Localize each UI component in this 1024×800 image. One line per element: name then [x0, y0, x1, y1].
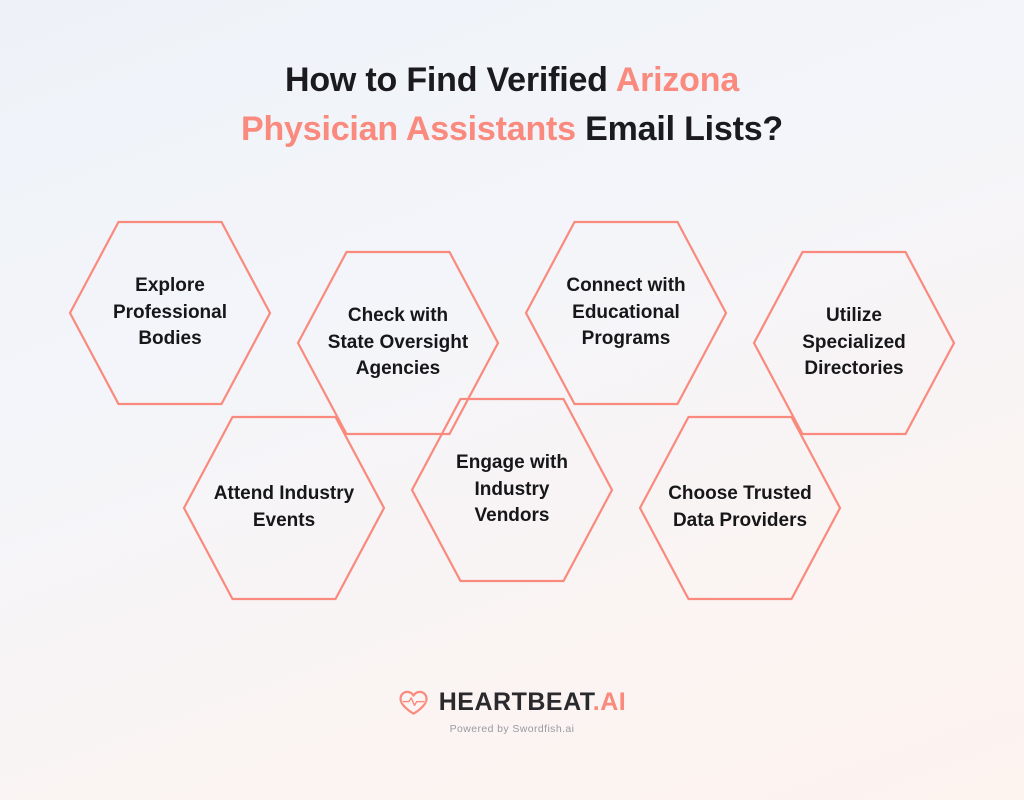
brand-lockup [398, 688, 627, 717]
title-line1-highlight: Arizona [615, 61, 740, 99]
page-title [0, 56, 1024, 155]
hex-label: Connect with Educational Programs [566, 274, 686, 350]
brand-footer [0, 688, 1024, 735]
hex-cell[interactable] [409, 395, 615, 585]
hex-label: Choose Trusted Data Providers [668, 483, 812, 531]
hex-row-bottom [0, 395, 1024, 603]
hex-label: Engage with Industry Vendors [456, 451, 568, 527]
brand-name-main: HEARTBEAT [438, 688, 593, 716]
hex-cell[interactable] [637, 413, 843, 603]
hex-cell[interactable] [523, 218, 729, 408]
hex-label: Utilize Specialized Directories [802, 304, 906, 380]
title-line2-highlight: Physician Assistants [240, 110, 576, 149]
brand-name-suffix: .AI [592, 688, 627, 716]
brand-tagline: Powered by Swordfish.ai [449, 723, 575, 735]
hex-label: Check with State Oversight Agencies [327, 304, 469, 380]
hex-label: Attend Industry Events [213, 483, 355, 531]
hex-cell[interactable] [181, 413, 387, 603]
hex-label: Explore Professional Bodies [112, 274, 228, 350]
heart-pulse-icon [398, 690, 430, 716]
title-line2-tail: Email Lists? [575, 110, 784, 149]
hex-cell[interactable] [67, 218, 273, 408]
title-line1-text: How to Find Verified [284, 61, 616, 99]
brand-name [439, 688, 627, 717]
